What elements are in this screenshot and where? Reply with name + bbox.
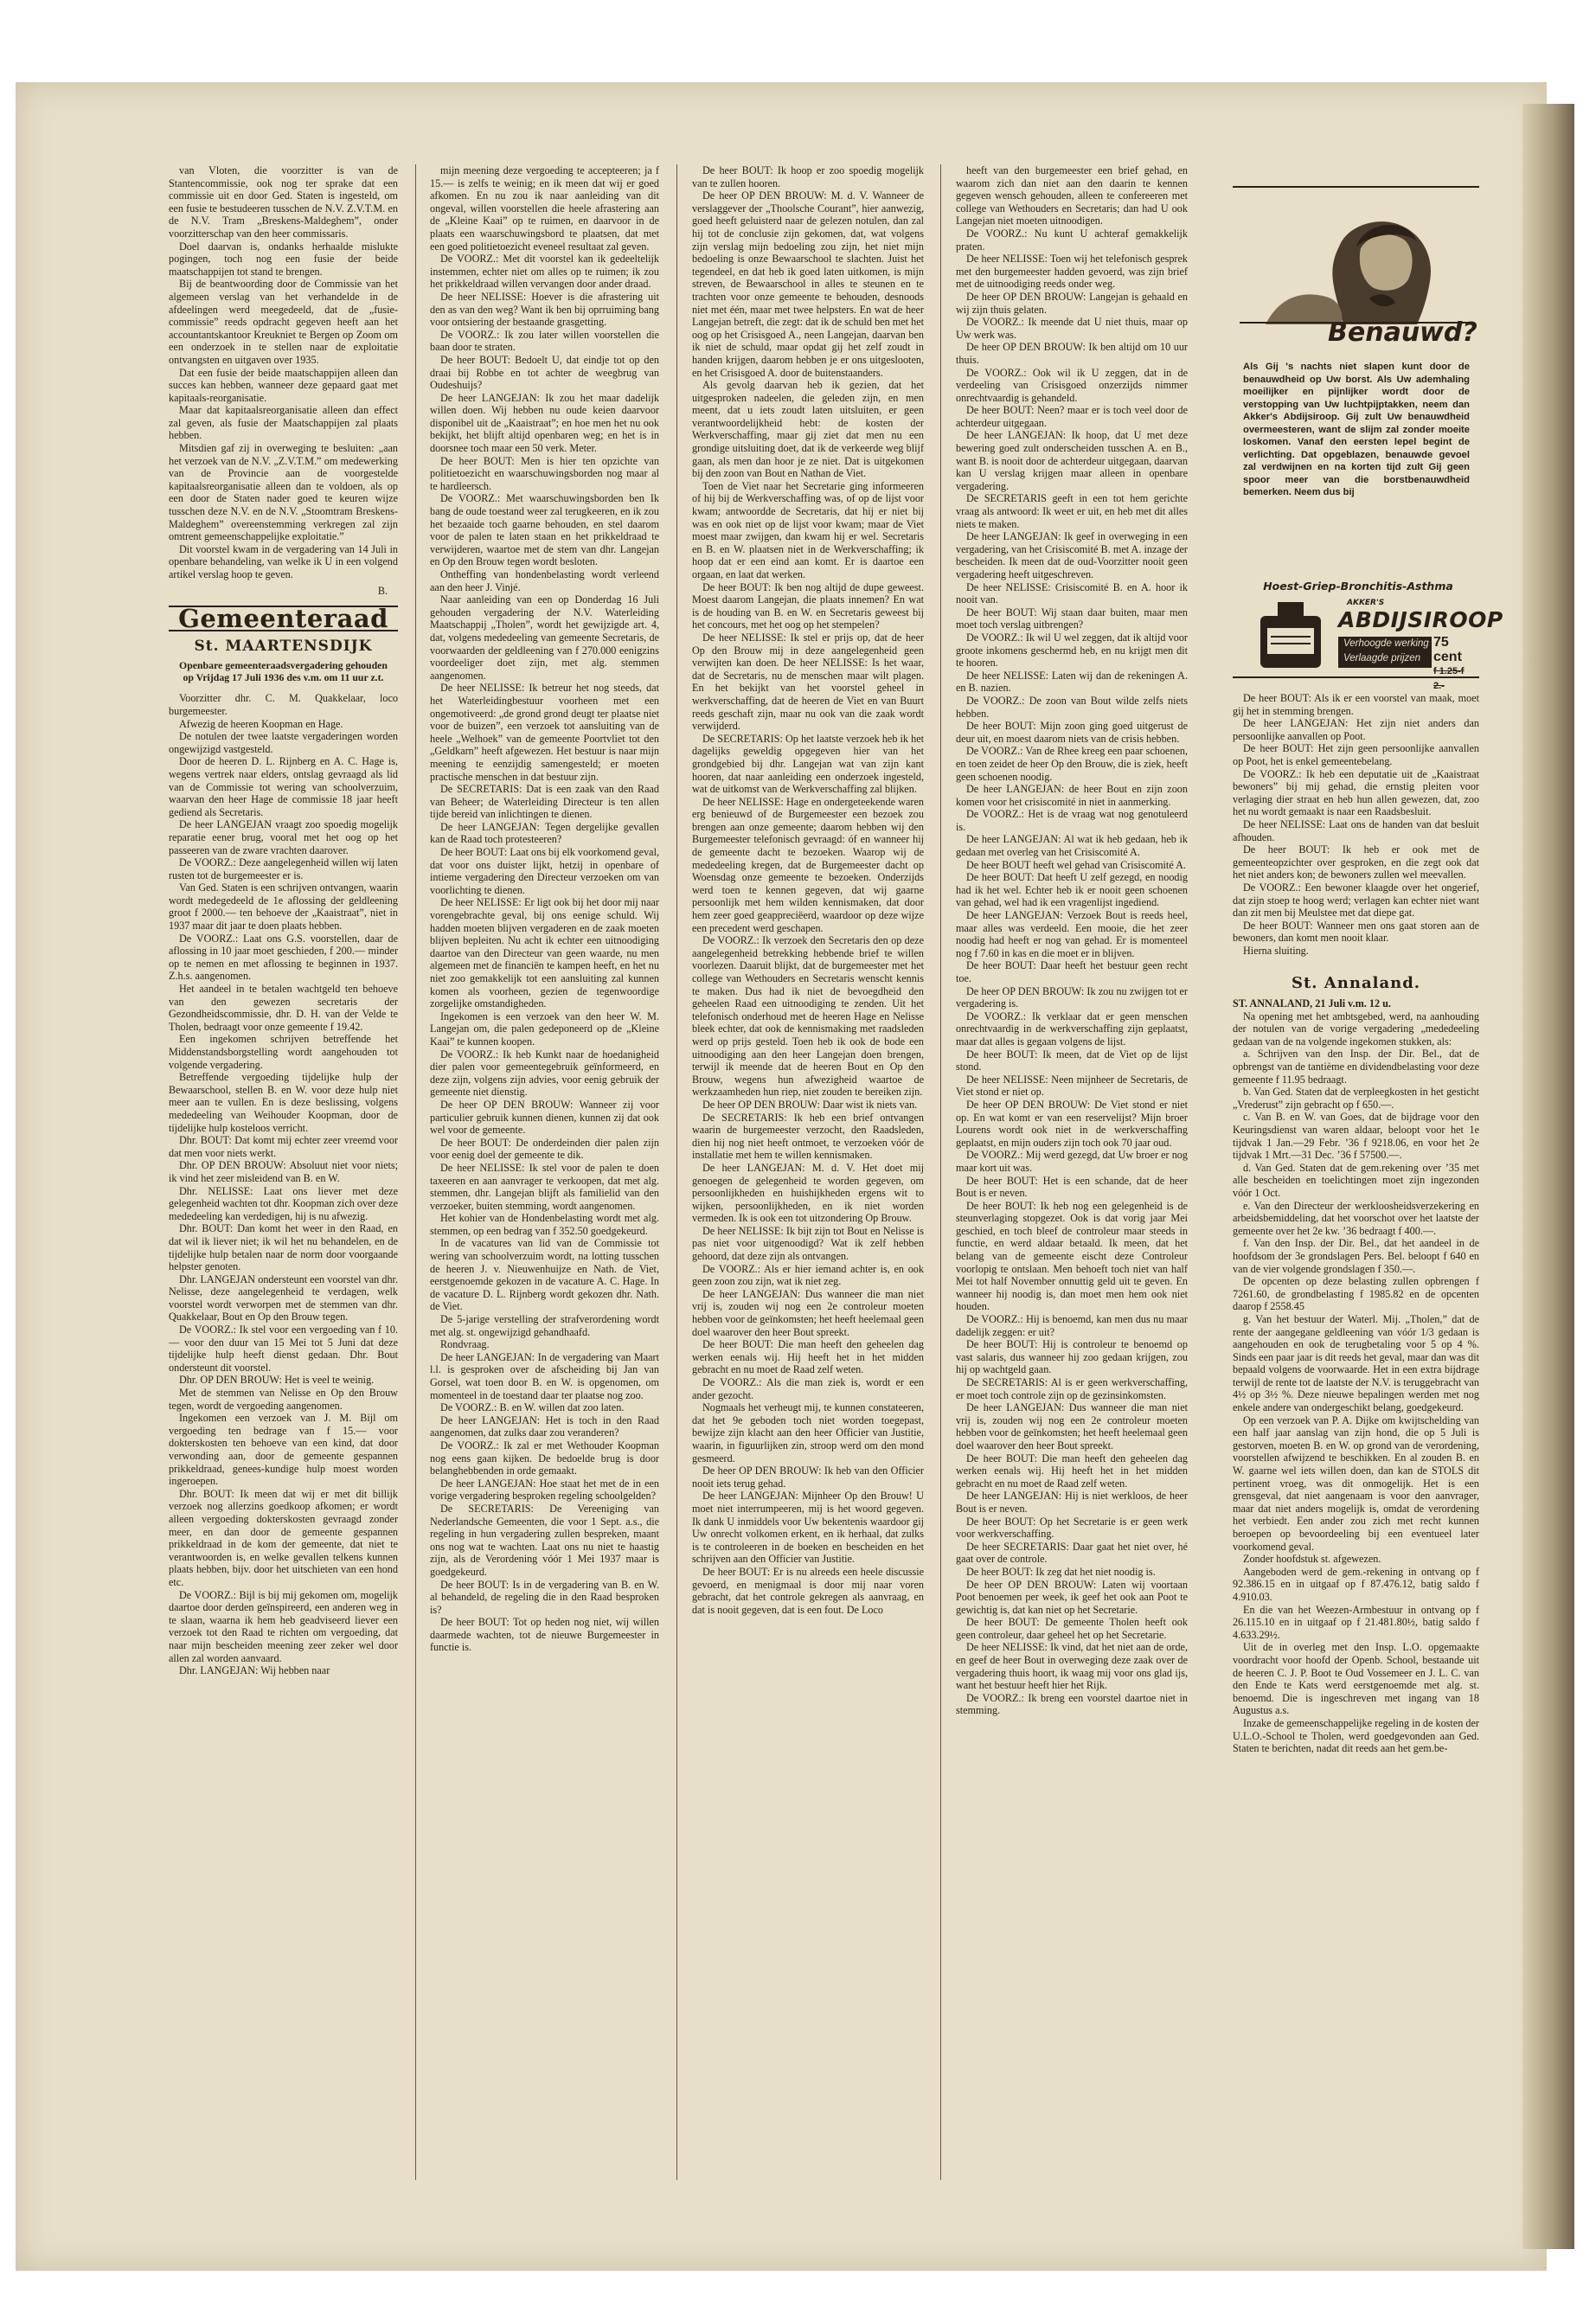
paragraph: Uit de in overleg met den Insp. L.O. opgemaakte voordracht voor hoofd der Openb. School, bestaande uit de heeren C. J. P. Boot te Oud Vossemeer en J. L. C. van den Ende te Kats werd eerstgenoemde met alg. st. benoemd. Die is ingeschreven met ingang van 18 Augustus a.s.: [1233, 1641, 1479, 1717]
paragraph: De heer BOUT: De gemeente Tholen heeft ook geen controleur, daar geheel het op het Secretarie.: [956, 1616, 1188, 1641]
paragraph: De heer LANGEJAN: Al wat ik heb gedaan, heb ik gedaan met overleg van het Crisiscomité A.: [956, 833, 1188, 859]
paragraph: Maar dat kapitaalsreorganisatie alleen dan effect zal geven, als fusie der Maatschappijen zal plaats hebben.: [169, 404, 398, 442]
paragraph: De VOORZ.: Ik breng een voorstel daartoe niet in stemming.: [956, 1691, 1188, 1717]
paragraph: De VOORZ.: Met dit voorstel kan ik gedeeltelijk instemmen, echter niet om alles op te ruimen; ik zou het prikkeldraad willen vervangen door ander draad.: [430, 253, 659, 291]
paragraph: De heer BOUT: Op het Secretarie is er geen werk voor werkverschaffing.: [956, 1515, 1188, 1541]
paragraph: Betreffende vergoeding tijdelijke hulp der Bewaarschool, stellen B. en W. voor deze hulp niet meer aan te vullen. En is deze beslissing, volgens mededeeling van Weihouder Koopman, door de tijdelijke hulp kosteloos verricht.: [169, 1071, 398, 1134]
paragraph: De heer LANGEJAN: Het is toch in den Raad aangenomen, dat zulks daar zou veranderen?: [430, 1413, 659, 1439]
ad-product-line: Hoest-Griep-Bronchitis-Asthma: [1263, 580, 1453, 593]
paragraph: De heer BOUT: Neen? maar er is toch veel door de achterdeur uitgegaan.: [956, 404, 1188, 429]
paragraph: Van Ged. Staten is een schrijven ontvangen, waarin wordt medegedeeld de 1e aflossing der geldleening groot f 2000.— ten behoeve der „Kaaistraat”, niet in 1937 maar dit jaar te doen plaats hebben.: [169, 881, 398, 933]
paragraph: De heer LANGEJAN: de heer Bout en zijn zoon komen voor het crisiscomité in niet in aanmerking.: [956, 783, 1188, 808]
paragraph: De heer BOUT: Er is nu alreeds een heele discussie gevoerd, en menigmaal is door mij naar voren gebracht, dat het controle gekregen als aanvraag, en dat is nooit gegeven, dat is een fout. De Loco: [692, 1565, 924, 1616]
paragraph: De heer NELISSE: Er ligt ook bij het door mij naar vorengebrachte geval, bij ons eenige schuld. Wij hadden moeten blijven vergaderen en de zaak moeten blijven bepleiten. Nu acht ik echter een uitnoodiging daartoe van den Directeur van geen waarde, nu men algemeen met de financiën te kampen heeft, en het nu niet zoo gemakkelijk tot een aansluiting zal kunnen komen als voorheen, gezien de tegenwoordige zorgelijke omstandigheden.: [430, 896, 659, 1010]
paragraph: Naar aanleiding van een op Donderdag 16 Juli gehouden vergadering der N.V. Waterleiding Maatschappij „Tholen”, wordt het gewijzigde art. 4, dat, volgens mededeeling van gemeente Secretaris, de voorwaarden der geldleening van f 270.000 eenigzins voordeeliger doet zijn, met alg. stemmen aangenomen.: [430, 593, 659, 682]
paragraph: De VOORZ.: Ik wil U wel zeggen, dat ik altijd voor groote inkomens geschermd heb, en nu krijgt men dit te hooren.: [956, 631, 1188, 670]
paragraph: De VOORZ.: Laat ons G.S. voorstellen, daar de aflossing in 10 jaar moet geschieden, f 200.— minder op te nemen en met aflossing te beginnen in 1937. Z.h.s. aangenomen.: [169, 932, 398, 983]
paragraph: De heer LANGEJAN: Hij is niet werkloos, de heer Bout is er neven.: [956, 1490, 1188, 1515]
paragraph: d. Van Ged. Staten dat de gem.rekening over ’35 met alle bescheiden en toelichtingen moet zijn ingezonden vóór 1 Oct.: [1233, 1161, 1479, 1199]
intro-article: [169, 164, 398, 581]
paragraph: De heer NELISSE: Laten wij dan de rekeningen A. en B. nazien.: [956, 669, 1188, 695]
paragraph: De heer BOUT heeft wel gehad van Crisiscomité A.: [966, 858, 1186, 871]
paragraph: Dit voorstel kwam in de vergadering van 14 Juli in openbare behandeling, van welke ik U in een volgend artikel verslag hoop te geven.: [169, 542, 398, 580]
paragraph: Het kohier van de Hondenbelasting wordt met alg. stemmen, op een bedrag van f 352.50 goedgekeurd.: [430, 1212, 659, 1237]
maartensdijk-report-end: [1233, 692, 1479, 957]
paragraph: De VOORZ.: Ik verklaar dat er geen menschen onrechtvaardig in de werkverschaffing zijn geplaatst, maar dat alles is gegaan volgens de lijst.: [956, 1009, 1188, 1048]
paragraph: De heer BOUT: Het zijn geen persoonlijke aanvallen op Poot, het is enkel gemeentebelang.: [1233, 742, 1479, 767]
paragraph: De heer BOUT: Ik meen, dat de Viet op de lijst stond.: [956, 1048, 1188, 1074]
paragraph: Dhr. LANGEJAN: Wij hebben naar: [179, 1664, 330, 1677]
paragraph: De heer BOUT: Ik zeg dat het niet noodig is.: [966, 1565, 1156, 1578]
paragraph: De heer NELISSE: Hage en ondergeteekende waren erg benieuwd of de Burgemeester een bezoek zou brengen aan onze gemeente; daarom hebben wij den Burgemeester telefonisch gevraagd: óf en wanneer hij de gemeente dacht te bezoeken. Waarop wij de mededeeling kregen, dat de Burgemeester dacht op Woensdag onze gemeente te bezoeken. Onderzijds werd toen te kennen gegeven, dat wij gaarne persoonlijk met hem wilden kennismaken, dat door hem zeer goed geappreciëerd, waardoor op deze wijze een precedent werd geschapen.: [692, 795, 924, 934]
syrup-bottle-icon: [1243, 599, 1330, 671]
paragraph: De heer NELISSE: Ik stel er prijs op, dat de heer Op den Brouw mij in deze aangelegenheid geen verwijten kan doen. De heer NELISSE: Is het waar, dat de Secretaris, nu de menschen maar wilt plagen. En het bekijkt van het voorstel geheel in werkverschaffing, dat de heeren de Viet en van Buurt reeds geschaft zijn, maar nu ook van die zaak wordt verwijderd.: [692, 631, 924, 733]
paragraph: De VOORZ.: B. en W. willen dat zoo laten.: [440, 1401, 625, 1414]
paragraph: De SECRETARIS: Dat is een zaak van den Raad van Beheer; de Waterleiding Directeur is ten allen tijde bereid van inlichtingen te dienen.: [430, 783, 659, 821]
paragraph: De heer LANGEJAN: Dus wanneer die man niet vrij is, zouden wij nog een 2e controleur moeten hebben voor de geïnkomsten; het heeft heelemaal geen doel waarover den heer Bout spreekt.: [956, 1401, 1188, 1452]
paragraph: De heer LANGEJAN: Ik geef in overweging in een vergadering, van het Crisiscomité B. met A. inzage der bescheiden. Ik meen dat de oud-Voorzitter nooit geen vergadering heeft uitgeschreven.: [956, 530, 1188, 580]
paragraph: De VOORZ.: Hij is benoemd, kan men dus nu maar dadelijk zeggen: er uit?: [956, 1313, 1188, 1338]
paragraph: De heer BOUT: Is in de vergadering van B. en W. al behandeld, de regeling die in den Raad besproken is?: [430, 1578, 659, 1616]
paragraph: Doel daarvan is, ondanks herhaalde mislukte pogingen, toch nog een fusie der beide maatschappijen tot stand te brengen.: [169, 240, 398, 278]
paragraph: De heer OP DEN BROUW: M. d. V. Wanneer de verslaggever der „Thoolsche Courant”, hier aanwezig, goed heeft geluisterd naar de gelezen notulen, dan zal hij tot de conclusie zijn gekomen, dat, wat volgens zijn verslag mijn bedoeling zou zijn, het niet mijn bedoeling is onze Bewaarschool te slachten. Juist het tegendeel, en dat heb ik goed laten uitkomen, is mijn streven, de Bewaarschool in alles te steunen en te trachten voor onze gemeente te behouden, desnoods niet met één, maar met twee helpsters. En wat de heer Langejan betreft, die zegt: dat ik de schuld ben met het oog op het Crisisgoed A., neen Langejan, daarvan ben ik niet de schuld, maar opdat gij het zelf zoudt in handen krijgen, daarom hebben je er ons uitgeslooten, en het Crisisgoed A. door de buitenstaanders.: [692, 189, 924, 379]
paragraph: De heer BOUT: Wanneer men ons gaat storen aan de bewoners, dan komt men nooit klaar.: [1233, 919, 1479, 945]
column-3: [692, 164, 924, 2180]
subsection-title: St. MAARTENSDIJK: [194, 637, 373, 655]
paragraph: De heer NELISSE: Ik vind, dat het niet aan de orde, en geef de heer Bout in overweging deze zaak over de vergadering thuis hoort, ik waag mij voor ons glad ijs, want het bestuur heeft hier het Rijk.: [956, 1641, 1188, 1692]
paragraph: c. Van B. en W. van Goes, dat de bijdrage voor den Keuringsdienst van waren aldaar, beloopt voor het 1e tijdvak 1 Jan.—29 Febr. ’36 f 9218.06, en voor het 2e tijdvak 1 Mrt.—31 Dec. ’36 f 57500.—.: [1233, 1111, 1479, 1162]
column-1: [169, 164, 398, 2171]
paragraph: De heer BOUT: De onderdeinden dier palen zijn voor eenig doel der gemeente te dik.: [430, 1136, 659, 1162]
ad-brand-logo: ABDIJSIROOP: [1338, 607, 1503, 632]
paragraph: De heer BOUT: Die man heeft den geheelen dag werken eenals wij. Hij heeft het in het midden gebracht en nu moet de Raad zelf weten.: [692, 1338, 924, 1376]
paragraph: De VOORZ.: Ook wil ik U zeggen, dat in de verdeeling van Crisisgoed onzerzijds nimmer onrechtvaardig is gehandeld.: [956, 366, 1188, 404]
paragraph: De heer BOUT: Bedoelt U, dat eindje tot op den draai bij Robbe en tot achter de weegbrug van Oudeshuijs?: [430, 353, 659, 392]
article-signature: B.: [377, 584, 388, 597]
paragraph: De VOORZ.: Deze aangelegenheid willen wij laten rusten tot de burgemeester er is.: [169, 856, 398, 881]
paragraph: De heer SECRETARIS: Daar gaat het niet over, hé gaat over de controle.: [956, 1540, 1188, 1566]
paragraph: De VOORZ.: Ik meende dat U niet thuis, maar op Uw werk was.: [956, 316, 1188, 341]
paragraph: g. Van het bestuur der Waterl. Mij. „Tholen,” dat de rente der aangegane geldleening van vóór 1/3 gedaan is aangehouden en ook de terugbetaling voor 5 op 4 %. Sinds een paar jaar is dit reeds het geval, maar dan was dit bepaald volgens de voorwaarde. Het in een extra bijdrage terwijl de rente tot de laatste der N.V. is teruggebracht van 4½ op 3½ %. Deze nieuwe bepalingen werden met nog enkele andere van ondergeschikt belang, goedgekeurd.: [1233, 1312, 1479, 1414]
paragraph: Dat een fusie der beide maatschappijen alleen dan succes kan hebben, wanneer deze gepaard gaat met kapitaals-reorganisatie.: [169, 366, 398, 404]
paragraph: De VOORZ.: Als die man ziek is, wordt er een ander gezocht.: [692, 1376, 924, 1401]
section-title: Gemeenteraad: [169, 606, 398, 631]
paragraph: De heer NELISSE: Neen mijnheer de Secretaris, de Viet stond er niet op.: [956, 1073, 1188, 1099]
paragraph: Dhr. BOUT: Dat komt mij echter zeer vreemd voor dat men voor niets werkt.: [169, 1134, 398, 1159]
paragraph: De VOORZ.: Ik heb een deputatie uit de „Kaaistraat bewoners” bij mij gehad, die ernstig pleiten voor verlaging dier straat en heb hun allen gewezen, dat, zoo het nu wordt gemaakt is naar een Raadsbesluit.: [1233, 767, 1479, 818]
paragraph: De heer LANGEJAN: Ik hoop, dat U met deze bewering goed zult onderscheiden tusschen A. en B., want B. is nooit door de achterdeur uitgegaan, daarvan kan U verslag krijgen maar alleen in openbare vergadering.: [956, 429, 1188, 492]
paragraph: Toen de Viet naar het Secretarie ging informeeren of hij bij de Werkverschaffing was, of op de lijst voor kwam; antwoordde de Secretaris, dat hij er niet bij was en ook niet op de lijst voor kwam; maar de Viet moest maar zwijgen, dan kwam hij er wel. Secretaris en B. en W. plaatsen niet in de Werkverschaffing; ik hoop dat er een eind aan komt. Er is daartoe een orgaan, en laat dat werken.: [692, 479, 924, 580]
ad-price: [1433, 635, 1473, 694]
paragraph: De heer OP DEN BROUW: Langejan is gehaald en wij zijn thuis gelaten.: [956, 290, 1188, 316]
annaland-title: St. Annaland.: [1291, 974, 1421, 993]
paragraph: De heer NELISSE: Ik stel voor de palen te doen taxeeren en aan aanvrager te verkoopen, dat met alg. stemmen, dhr. Langejan blijft als familielid van den verzoeker, buiten stemming, wordt aangenomen.: [430, 1161, 659, 1212]
paragraph: De heer NELISSE: Ik betreur het nog steeds, dat het Waterleidingbestuur voorheen met een ongemotiveerd: „de grond grond deugt ter plaatse niet voor de buizen”, een verzoek tot aansluiting van de heele „Welhoek” van de gemeente Poortvliet tot den „Geldkarn” heeft afgewezen. Het bestuur is naar mijn meening te eenzijdig samengesteld; er moeten practische menschen in dat bestuur zijn.: [430, 682, 659, 783]
paragraph: De heer LANGEJAN vraagt zoo spoedig mogelijk reparatie eener brug, vooral met het oog op het passeeren van de zware vrachten daarover.: [169, 818, 398, 856]
paragraph: De heer LANGEJAN: Hoe staat het met de in een vorige vergadering besproken regeling schoolgelden?: [430, 1477, 659, 1503]
paragraph: De heer BOUT: Ik heb nog een gelegenheid is de steunverlaging stopgezet. Ook is dat vorig jaar Mei geschied, en toch bleef de controleur maar steeds in functie, en werd aldaar betaald. Ik meen, dat het belang van de gemeente eischt deze Controleur voorlopig te ontslaan. Men behoeft toch niet van half Mei tot half November onnuttig geld uit te geven. En wanneer hij noodig is, dan moet men hem ook niet houden.: [956, 1199, 1188, 1313]
paragraph: De heer BOUT: Ik hoop er zoo spoedig mogelijk van te zullen hooren.: [692, 164, 924, 189]
paragraph: Afwezig de heeren Koopman en Hage.: [179, 717, 343, 730]
paragraph: De heer BOUT: Als ik er een voorstel van maak, moet gij het in stemming brengen.: [1233, 692, 1479, 717]
paragraph: Door de heeren D. L. Rijnberg en A. C. Hage is, wegens vertrek naar elders, ontslag gevraagd als lid van de Commissie tot wering van schoolverzuim, waarvan den heer Hage de commissie 18 jaar heeft gediend als Secretaris.: [169, 755, 398, 818]
ad-tagline-2: Verlaagde prijzen: [1343, 653, 1421, 663]
coughing-man-illustration: [1240, 195, 1473, 324]
ad-brand-small: AKKER'S: [1347, 599, 1385, 607]
ad-price-old: f 1.25-f 2.-: [1433, 666, 1465, 691]
paragraph: De heer OP DEN BROUW: Ik ben altijd om 10 uur thuis.: [956, 341, 1188, 366]
paragraph: Bij de beantwoording door de Commissie van het algemeen verslag van het verhandelde in de afdeelingen werd meegedeeld, dat de „fusie-commissie” reeds opdracht gegeven heeft aan het accountantskantoor Kreukniet te Bergen op Zoom om een onderzoek in te stellen naar de exploitatie ontvangsten en uitgaven over 1935.: [169, 278, 398, 366]
ad-body-text: Als Gij 's nachts niet slapen kunt door de benauwdheid op Uw borst. Als Uw ademhaling moeilijker en pijnlijker wordt door de verstopping van Uw luchtpijptakken, neem dan Akker's Abdijsiroop. Gij zult Uw benauwdheid overmeesteren, want de slijm zal zonder moeite loskomen. Vanaf den eersten lepel begint de verlichting. Dat opgeblazen, benauwde gevoel zal verdwijnen en na korten tijd zult Gij geen spoor meer van die borstbenauwdheid bemerken. Neem dus bij: [1243, 362, 1470, 497]
paragraph: Dhr. NELISSE: Laat ons liever met deze gelegenheid wachten tot dhr. Koopman zich over deze mededeeling kan verdedigen, hij is nu afwezig.: [169, 1184, 398, 1222]
paragraph: De VOORZ.: Bijl is bij mij gekomen om, mogelijk daartoe door derden geïnspireerd, een anderen weg in te slaan, waarna ik hem heb geadviseerd liever een verzoek tot den Raad te richten om vergoeding, dat naar mijn bescheiden meening zeer zeker wel door allen zal worden aanvaard.: [169, 1588, 398, 1664]
paragraph: Zonder hoofdstuk st. afgewezen.: [1243, 1553, 1381, 1566]
paragraph: De VOORZ.: Het is de vraag wat nog genotuleerd is.: [956, 808, 1188, 833]
paragraph: De heer BOUT: Men is hier ten opzichte van politietoezicht en waarschuwingsborden nog maar al te hardleersch.: [430, 454, 659, 492]
meeting-info: Openbare gemeenteraadsvergadering gehouden op Vrijdag 17 Juli 1936 des v.m. om 11 uur z.t.: [179, 659, 388, 684]
column-divider: [940, 164, 941, 2180]
paragraph: De heer LANGEJAN: M. d. V. Het doet mij genoegen de gelegenheid te worden gegeven, om persoonlijkheden en huishijkheden ergens wit to wijken, persoonlijkheden, en ik niet worden vermeden. Ik is ook een tot uitzondering Op Brouw.: [692, 1161, 924, 1225]
paragraph: De VOORZ.: Ik heb Kunkt naar de hoedanigheid dier palen voor gemeentegebruik geïnformeerd, en deze zijn, volgens zijn advies, voor eenig gebruik der gemeente niet dienstig.: [430, 1048, 659, 1099]
ad-logo-block: [1243, 599, 1503, 691]
paragraph: Als gevolg daarvan heb ik gezien, dat het uitgesproken nadeelen, die geleden zijn, en men meent, dat u iets zoudt laten uitsluiten, er geen verantwoordelijkheid hebt: de kosten der Werkverschaffing, maar gij ziet dat men nu een grondige uitsluiting doet, dat ik de verkeerde weg blijf gaan, als men dan hoor je ze niet. Dat is uitgekomen bij den zoon van Bout en Nathan de Viet.: [692, 379, 924, 480]
ad-tagline-1: Verhoogde werking: [1343, 638, 1429, 649]
paragraph: De SECRETARIS: Al is er geen werkverschaffing, er moet toch controle zijn op de gezinsinkomsten.: [956, 1376, 1188, 1401]
paragraph: De heer LANGEJAN: In de vergadering van Maart l.l. is gesproken over de afscheiding bij Jan van Gorsel, wat toen door B. en W. is opgenomen, om momenteel in de toestand daar ter plaatse nog zoo.: [430, 1350, 659, 1401]
paragraph: Dhr. BOUT: Ik meen dat wij er met dit billijk verzoek nog allerzins goedkoop afkomen; er wordt alleen vergoeding dokterskosten gevraagd zonder meer, en dan door de gemeente gespannen prikkeldraad in de kom der gemeente, dat niet te verantwoorden is, en welke gevallen telkens kunnen plaats hebben, bijv. door het uitschieten van een hond etc.: [169, 1487, 398, 1588]
paragraph: De heer BOUT: Mijn zoon ging goed uitgerust de deur uit, en moest daarom niets van de crisis hebben.: [956, 720, 1188, 745]
paragraph: Het aandeel in te betalen wachtgeld ten behoeve van den gewezen secretaris der Gezondheidscommissie, dhr. D. H. van der Velde te Tholen, bedraagt voor onze gemeente f 19.42.: [169, 983, 398, 1033]
paragraph: De heer BOUT: Wij staan daar buiten, maar men moet toch verslag uitbrengen?: [956, 606, 1188, 631]
paragraph: Hierna sluiting.: [1243, 944, 1309, 957]
paragraph: De heer OP DEN BROUW: Daar wist ik niets van.: [702, 1098, 918, 1111]
paragraph: De VOORZ.: Van de Rhee kreeg een paar schoenen, en toen zeidet de heer Op den Brouw, die is ziek, heeft geen schoenen noodig.: [956, 745, 1188, 783]
paragraph: Ingekomen is een verzoek van den heer W. M. Langejan om, die palen gedeponeerd op de „Kleine Kaai” te kunnen koopen.: [430, 1009, 659, 1048]
paragraph: De heer LANGEJAN: Dus wanneer die man niet vrij is, zouden wij nog een 2e controleur moeten hebben voor de geïnkomsten; het heeft heelemaal geen doel waarover den heer Bout spreekt.: [692, 1287, 924, 1338]
paragraph: Rondvraag.: [440, 1338, 490, 1351]
paragraph: De heer OP DEN BROUW: Ik zou nu zwijgen tot er vergadering is.: [956, 984, 1188, 1010]
paragraph: f. Van den Insp. der Dir. Bel., dat het aandeel in de hoofdsom der 3e grondslagen Pers. Bel. beloopt f 640 en van de vier volgende grondslagen f 350.—.: [1233, 1237, 1479, 1275]
paragraph: mijn meening deze vergoeding te accepteeren; ja f 15.— is zelfs te weinig; en ik meen dat wij er goed afkomen. En nu zou ik naar aanleiding van dit ongeval, willen voorstellen die heele afrastering aan de „Kleine Kaai” op te ruimen, en daarvoor in de plaats een waarschuwingsbord te plaatsen, dat met een goed politietoezicht eveneel resultaat zal geven.: [430, 164, 659, 253]
ad-tagline: [1338, 637, 1432, 668]
paragraph: Met de stemmen van Nelisse en Op den Brouw tegen, wordt de vergoeding aangenomen.: [169, 1387, 398, 1412]
paragraph: De heer NELISSE: Hoever is die afrastering uit den as van den weg? Want ik ben bij oprruiming bang voor ontsiering der bestaande grasgetting.: [430, 290, 659, 329]
paragraph: Dhr. OP DEN BROUW: Het is veel te weinig.: [179, 1374, 375, 1387]
page-stack-edge: [1522, 104, 1574, 2249]
paragraph: De heer BOUT: Ik heb er ook met de gemeenteopzichter over gesproken, en die zegt ook dat het niet anders kon; de bewoners zullen wel meevallen.: [1233, 843, 1479, 881]
paragraph: De heer LANGEJAN: Ik zou het maar dadelijk willen doen. Wij hebben nu oude keien daarvoor disponibel uit de „Kaaistraat”; en hoe men het nu ook bekijkt, het blijft altijd openbaren weg; en het is in doorsnee toch maar een 50 verk. Meter.: [430, 391, 659, 455]
paragraph: De heer NELISSE: Crisiscomité B. en A. hoor ik nooit van.: [956, 580, 1188, 606]
paragraph: Voorzitter dhr. C. M. Quakkelaar, loco burgemeester.: [169, 692, 398, 717]
column-5: [1233, 692, 1479, 2180]
paragraph: De VOORZ.: De zoon van Bout wilde zelfs niets hebben.: [956, 694, 1188, 720]
paragraph: En die van het Weezen-Armbestuur in ontvang op f 26.115.10 en in uitgaaf op f 21.481.80½, batig saldo f 4.633.29½.: [1233, 1603, 1479, 1641]
paragraph: e. Van den Directeur der werkloosheidsverzekering en arbeidsbemiddeling, dat het voorschot over het laatste der gemeente over het 2e kw. ’36 bedraagt f 400.—.: [1233, 1199, 1479, 1237]
paragraph: De VOORZ.: Mij werd gezegd, dat Uw broer er nog maar kort uit was.: [956, 1149, 1188, 1174]
paragraph: Dhr. OP DEN BROUW: Absoluut niet voor niets; ik vind het zeer misleidend van B. en W.: [169, 1159, 398, 1184]
paragraph: De heer LANGEJAN: Verzoek Bout is reeds heel, maar alles was verdeeld. Een mooie, die het zeer noodig had heeft er nog van gehad. Er is momenteel nog f 7.60 in kas en die moet er in blijven.: [956, 909, 1188, 959]
annaland-dateline: ST. ANNALAND, 21 Juli v.m. 12 u.: [1233, 997, 1391, 1010]
abdijsiroop-advertisement: [1233, 186, 1503, 691]
paragraph: De SECRETARIS: Op het laatste verzoek heb ik het dagelijks geweldig opgegeven hier van het grondgebied bij dhr. Langejan wat van zijn kant hooren, dat naar aanleiding een onderzoek ingesteld, wat de uitkomst van de Werkverschaffing zal blijken.: [692, 732, 924, 796]
paragraph: van Vloten, die voorzitter is van de Stantencommissie, ook nog ter sprake dat een commissie uit en door Ged. Staten is ingesteld, om een fusie te bestudeeren tusschen de N.V. Z.V.T.M. en de N.V. Tram „Breskens-Maldeghem”, onder voorzitterschap van den heer commissaris.: [169, 164, 398, 240]
paragraph: De opcenten op deze belasting zullen opbrengen f 7261.60, de grondbelasting f 1985.82 en de opcenten daarop f 2558.45: [1233, 1275, 1479, 1313]
paragraph: De VOORZ.: Ik zou later willen voorstellen die baan door te straten.: [430, 328, 659, 354]
paragraph: De heer LANGEJAN: Het zijn niet anders dan persoonlijke aanvallen op Poot.: [1233, 717, 1479, 742]
paragraph: De heer BOUT: Tot op heden nog niet, wij willen daarmede wachten, tot de nieuwe Burgemeester in functie is.: [430, 1616, 659, 1654]
column-2: [430, 164, 659, 2180]
paragraph: De heer NELISSE: Laat ons de handen van dat besluit afhouden.: [1233, 817, 1479, 843]
paragraph: Dhr. LANGEJAN ondersteunt een voorstel van dhr. Nelisse, deze aangelegenheid te verdagen, welk voorstel wordt verworpen met de stemmen van dhr. Quakkelaar, Bout en Op den Brouw tegen.: [169, 1272, 398, 1324]
paragraph: Ingekomen een verzoek van J. M. Bijl om vergoeding ten bedrage van f 15.— voor dokterskosten ten behoeve van een kind, dat door verwonding aan, door de gemeente gespannen prikkeldraad, genees-kundige hulp moest worden ingeroepen.: [169, 1412, 398, 1488]
paragraph: In de vacatures van lid van de Commissie tot wering van schoolverzuim wordt, na lotting tusschen de heeren J. v. Nieuwenhuijze en Nath. de Viet, eerstgenoemde gekozen in de vacature A. C. Hage. In de vacature D. L. Rijnberg wordt gekozen dhr. Nath. de Viet.: [430, 1237, 659, 1313]
paragraph: De heer BOUT: Laat ons bij elk voorkomend geval, dat voor ons duister lijkt, hetzij in openbare of intieme vergadering den Directeur verzoeken om van voorlichting te dienen.: [430, 846, 659, 896]
paragraph: De VOORZ.: Nu kunt U achteraf gemakkelijk praten.: [956, 227, 1188, 253]
column-divider: [676, 164, 677, 2180]
paragraph: De heer BOUT: Daar heeft het bestuur geen recht toe.: [956, 959, 1188, 984]
paragraph: Aangeboden werd de gem.-rekening in ontvang op f 92.386.15 en in uitgaaf op f 87.476.12, batig saldo f 4.910.03.: [1233, 1565, 1479, 1603]
paragraph: De VOORZ.: Met waarschuwingsborden ben Ik bang de oude toestand weer zal terugkeeren, en ik zou het bezaaide toch gaarne behouden, en stel daarom voor de palen te laten staan en het prikkeldraad te verwijderen, waartoe met de stem van dhr. Langejan en Op den Brouw tegen wordt besloten.: [430, 492, 659, 568]
paragraph: Een ingekomen schrijven betreffende het Middenstandsborgstelling wordt aangehouden tot volgende vergadering.: [169, 1033, 398, 1071]
ad-headline: Benauwd?: [1328, 317, 1477, 348]
ad-price-current: 75 cent: [1433, 635, 1462, 664]
paragraph: De notulen der twee laatste vergaderingen worden ongewijzigd vastgesteld.: [169, 730, 398, 755]
paragraph: De heer OP DEN BROUW: De Viet stond er niet op. En wat komt er van een reservelijst? Mijn broer Lourens wordt ook niet in de werkverschaffing geplaatst, en mijn ouders zijn toch ook 70 jaar oud.: [956, 1098, 1188, 1149]
paragraph: De heer BOUT: Die man heeft den geheelen dag werken eenals wij. Hij heeft het in het midden gebracht en nu moet de Raad zelf weten.: [956, 1452, 1188, 1490]
column-4: [956, 164, 1188, 2180]
paragraph: De VOORZ.: Ik verzoek den Secretaris den op deze aangelegenheid betrekking hebbende brief te willen voorlezen. Daaruit blijkt, dat de burgemeester met het college van Wethouders en Secretaris wenscht kennis te maken. Dus had ik niet de bevoegdheid den geheelen Raad een uitnoodiging te zenden. Uit het telefonisch onderhoud met de heeren Hage en Nelisse bleek echter, dat ook de kennismaking met raadsleden werd op prijs gesteld. Toen heb ik ook de bode een uitnoodiging aan den heer Langejan doen brengen, terwijl ik meende dat de heeren Bout en Op den Brouw, wegens hun afwezigheid waartoe de werkzaamheden hun riep, niet zouden te bereiken zijn.: [692, 934, 924, 1099]
annaland-report: [1233, 1010, 1479, 1755]
paragraph: b. Van Ged. Staten dat de verpleegkosten in het gesticht „Vrederust” zijn gebracht op f 650.—.: [1233, 1086, 1479, 1111]
paragraph: De VOORZ.: Een bewoner klaagde over het ongerief, dat zijn stoep te hoog werd; verlagen kan echter niet want dan zit men bij Meulstee met dat diepe gat.: [1233, 881, 1479, 920]
paragraph: De heer LANGEJAN: Mijnheer Op den Brouw! U moet niet interrumpeeren, mij is het woord gegeven. Ik dank U inmiddels voor Uw bekentenis waardoor gij Uw onrecht volkomen erkent, en ik herhaal, dat zulks is te controleeren in de boeken en bescheiden en het schrijven aan den Officier van Justitie.: [692, 1490, 924, 1566]
paragraph: Dhr. BOUT: Dan komt het weer in den Raad, en dat wil ik liever niet; ik wil het nu behandelen, en de tijdelijke hulp betalen naar de norm door voorgaande helpster genoten.: [169, 1222, 398, 1273]
meeting-report: [169, 692, 398, 1676]
paragraph: De heer OP DEN BROUW: Laten wij voortaan Poot benoemen per week, ik geef het ook aan Poot te gewichtig is, dat kan niet op het Secretarie.: [956, 1578, 1188, 1616]
paragraph: De heer NELISSE: Ik bijt zijn tot Bout en Nelisse is pas niet voor uitgenoodigd? Wat ik zelf hebben gehoord, dat deze zijn als ontvangen.: [692, 1224, 924, 1263]
paragraph: Op een verzoek van P. A. Dijke om kwijtschelding van een half jaar aanslag van zijn hond, die op 5 Juli is gestorven, moeten B. en W. op grond van de verordening, voorstellen afwijzend te beschikken. En al zouden B. en W. gaarne wel iets willen doen, dan kan de STOLS dit pertinent vroeg, was dit onmogelijk. Het is een grensgeval, dat niet aangenaam is voor den aanvrager, maar dat niet anders mogelijk is, omdat de verordening het verbiedt. Een ander zou zich met recht kunnen beroepen op bevoordeeling bij een eventueel later voorkomend geval.: [1233, 1413, 1479, 1553]
paragraph: De 5-jarige verstelling der strafverordening wordt met alg. st. ongewijzigd gehandhaafd.: [430, 1313, 659, 1338]
paragraph: heeft van den burgemeester een brief gehad, en waarom zich dan niet aan den daarin te kennen gegeven wensch gehouden, alleen te confereeren met college van Wethouders en Secretaris; dan had U ook Langejan niet moeten uitnoodigen.: [956, 164, 1188, 228]
paragraph: a. Schrijven van den Insp. der Dir. Bel., dat de opbrengst van de tantième en dividendbelasting voor deze gemeente f 11.95 bedraagt.: [1233, 1048, 1479, 1086]
paragraph: Inzake de gemeenschappelijke regeling in de kosten der U.L.O.-School te Tholen, werd goedgevonden aan Ged. Staten te berichten, nadat dit reeds aan het gem.be-: [1233, 1716, 1479, 1755]
paragraph: De heer BOUT: Hij is controleur te benoemd op vast salaris, dus wanneer hij zoo gedaan krijgen, zou hij op wachtgeld gaan.: [956, 1338, 1188, 1376]
paragraph: De SECRETARIS: De Vereeniging van Nederlandsche Gemeenten, die voor 1 Sept. a.s., die regeling in hun vergadering zullen bespreken, maant ons nog wat te wachten. Laat ons nu niet te haastig zijn, als de Verordening vóór 1 Mei 1937 maar is goedgekeurd.: [430, 1502, 659, 1578]
paragraph: De VOORZ.: Als er hier iemand achter is, en ook geen zoon zou zijn, wat ik niet zeg.: [692, 1262, 924, 1288]
paragraph: De heer OP DEN BROUW: Ik heb van den Officier nooit iets terug gehad.: [692, 1465, 924, 1490]
paragraph: De heer OP DEN BROUW: Wanneer zij voor particulier gebruik kunnen dienen, kunnen zij dat ook wel voor de gemeente.: [430, 1098, 659, 1137]
paragraph: De heer NELISSE: Toen wij het telefonisch gesprek met den burgemeester hadden gevoerd, was zijn brief met de uitnoodiging reeds onder weg.: [956, 253, 1188, 291]
paragraph: De SECRETARIS geeft in een tot hem gerichte vraag als antwoord: Ik weet er uit, en heb met dit alles niets te maken.: [956, 492, 1188, 530]
paragraph: De heer BOUT: Ik ben nog altijd de dupe geweest. Moest daarom Langejan, die plaats innemen? En wat is de houding van B. en W. en Secretaris geweest bij het concours, met het oog op het stempelen?: [692, 580, 924, 631]
column-divider: [415, 164, 416, 2180]
paragraph: De SECRETARIS: Ik heb een brief ontvangen waarin de burgemeester verzocht, den Raadsleden, dien hij nog niet heeft ontmoet, te verzoeken vóór de installatie met hem te willen kennismaken.: [692, 1111, 924, 1162]
paragraph: De heer BOUT: Dat heeft U zelf gezegd, en noodig had ik het wel. Echter heb ik er nooit geen schoenen van gehad, wel had ik een vragenlijst ingediend.: [956, 871, 1188, 909]
paragraph: Ontheffing van hondenbelasting wordt verleend aan den heer J. Vinjé.: [430, 568, 659, 593]
paragraph: De heer BOUT: Het is een schande, dat de heer Bout is er neven.: [956, 1174, 1188, 1200]
paragraph: Nogmaals het verheugt mij, te kunnen constateeren, dat het 9e geboden toch niet worden toegepast, bewijze zijn klacht aan den heer Officier van Justitie, waarin, in figuurlijken zin, stroop werd om den mond gesmeerd.: [692, 1401, 924, 1465]
paragraph: De VOORZ.: Ik zal er met Wethouder Koopman nog eens gaan kijken. De bedoelde brug is door belanghebbenden in orde gemaakt.: [430, 1439, 659, 1477]
paragraph: Na opening met het ambtsgebed, werd, na aanhouding der notulen van de vorige vergadering „mededeeling gedaan van de na volgende ingekomen stukken, als:: [1233, 1009, 1479, 1048]
paragraph: De VOORZ.: Ik stel voor een vergoeding van f 10.— voor den duur van 15 Mei tot 5 Juni dat deze tijdelijke hulp heeft dienst gedaan. Dhr. Bout ondersteunt dit voorstel.: [169, 1324, 398, 1374]
paragraph: De heer LANGEJAN: Tegen dergelijke gevallen kan de Raad toch protesteeren?: [430, 820, 659, 846]
paragraph: Mitsdien gaf zij in overweging te besluiten: „aan het verzoek van de N.V. „Z.V.T.M.” om medewerking van de Provincie aan de voorgestelde kapitaalsreorganisatie alleen dan te voldoen, als op een door de Staten nader goed te keuren wijze tusschen deze N.V. en de N.V. „Stoomtram Breskens-Maldeghem” overeenstemming verkregen zal zijn omtrent gemeenschappelijke exploitatie.”: [169, 442, 398, 543]
